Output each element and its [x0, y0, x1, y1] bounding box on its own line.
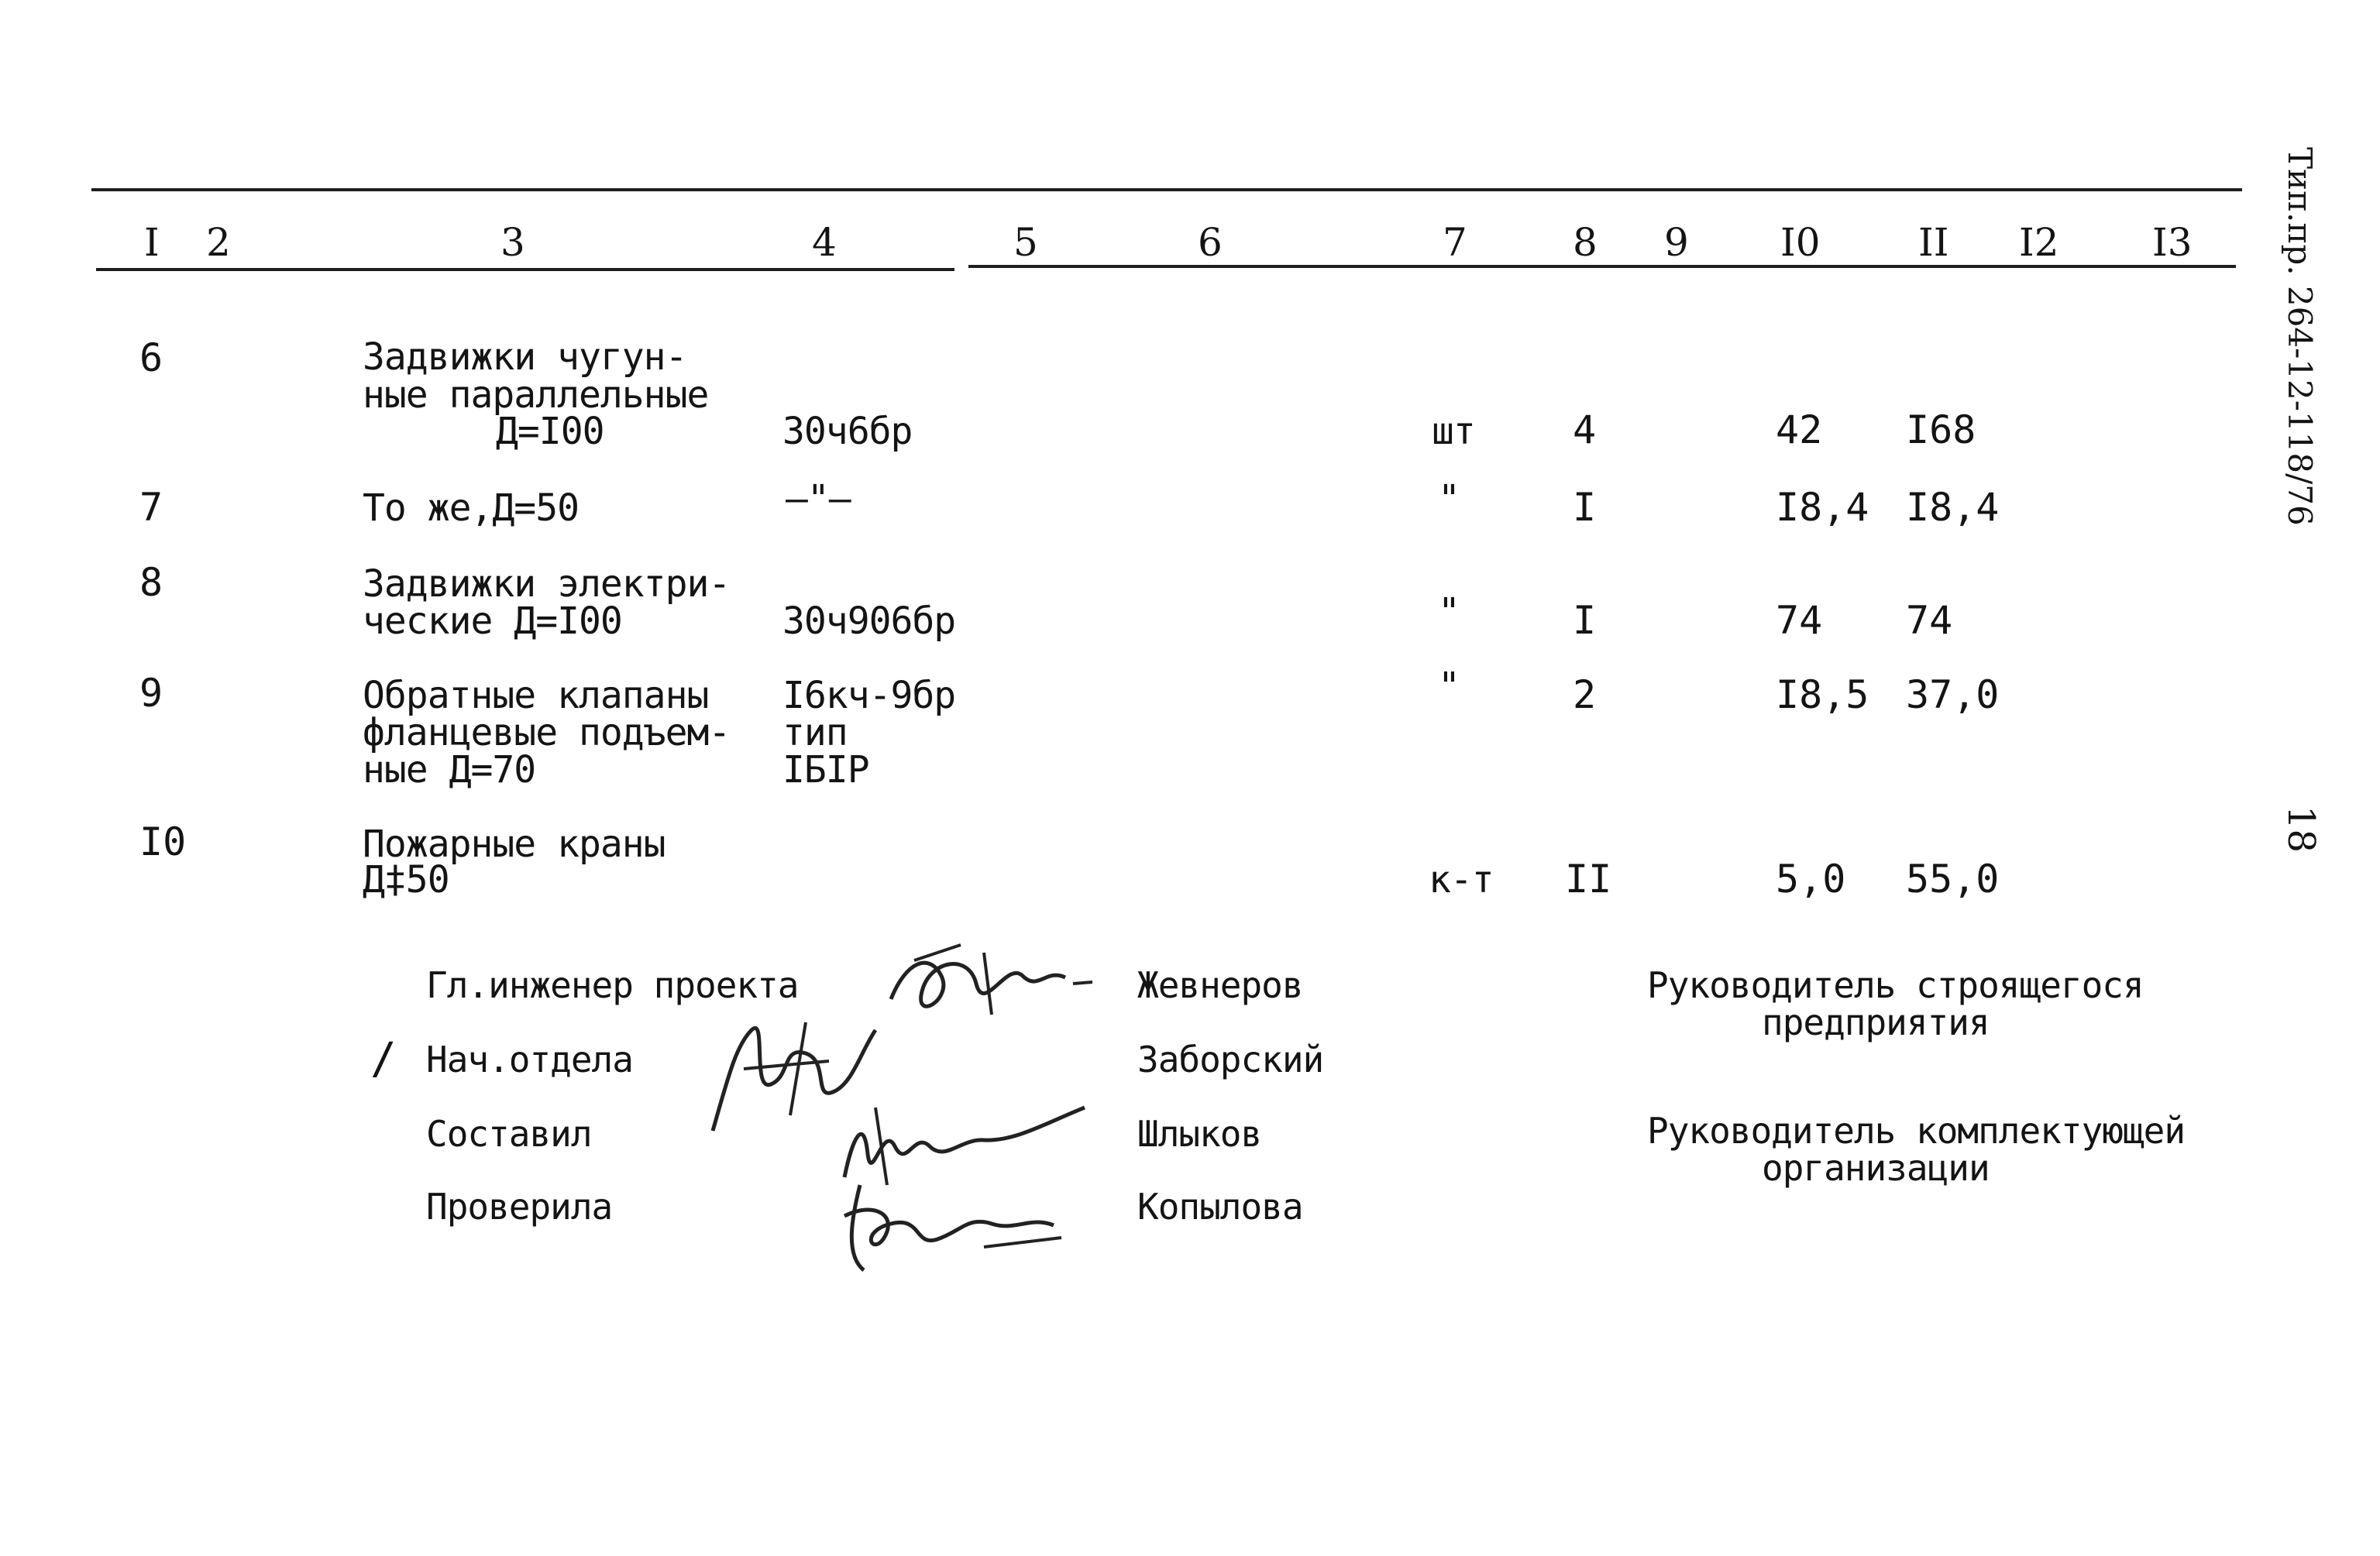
page-number: 18 — [2279, 805, 2323, 854]
signer-name: Шлыков — [1137, 1113, 1262, 1155]
margin-mark: / — [370, 1034, 396, 1084]
row-mark: тип — [782, 711, 848, 754]
column-header: I2 — [2019, 220, 2059, 265]
row-qty: 4 — [1573, 407, 1597, 452]
approval-line: Руководитель комплектующей — [1647, 1110, 2186, 1152]
row-qty: II — [1565, 857, 1612, 902]
row-total: 74 — [1906, 598, 1953, 643]
column-header: I0 — [1780, 220, 1821, 265]
row-name-line: фланцевые подъем- — [363, 711, 731, 754]
row-name-line: Д‡50 — [363, 858, 449, 902]
row-number: I0 — [139, 819, 187, 864]
row-unit: " — [1438, 665, 1460, 708]
signer-name: Жевнеров — [1137, 964, 1303, 1006]
row-unit: " — [1438, 590, 1460, 634]
column-header: 9 — [1664, 220, 1689, 265]
row-price: I8,4 — [1776, 485, 1869, 530]
row-price: 74 — [1776, 598, 1823, 643]
row-name-line: ные Д=70 — [363, 748, 536, 792]
approval-line: предприятия — [1762, 1001, 1990, 1043]
row-mark: 30ч906бр — [782, 599, 956, 643]
row-name-line: ческие Д=I00 — [363, 599, 622, 643]
signer-role: Нач.отдела — [426, 1039, 633, 1080]
header-bottom-rule-left — [96, 268, 954, 271]
row-mark: –"– — [786, 477, 851, 520]
column-header: 3 — [500, 220, 525, 265]
column-header: 6 — [1198, 220, 1223, 265]
column-header: 2 — [206, 220, 231, 265]
row-mark: 30ч6бр — [782, 410, 913, 453]
row-name-line: Обратные клапаны — [363, 674, 709, 717]
row-name-line: Д=I00 — [496, 410, 604, 453]
row-name-line: ные параллельные — [363, 373, 709, 417]
row-qty: I — [1573, 485, 1597, 530]
signer-name: Заборский — [1137, 1039, 1324, 1080]
document-code: Тип.пр. 264-12-118/76 — [2281, 147, 2319, 526]
row-number: 7 — [139, 485, 163, 530]
row-qty: 2 — [1573, 672, 1597, 717]
row-total: 55,0 — [1906, 857, 2000, 902]
column-header: II — [1918, 220, 1949, 265]
row-total: I8,4 — [1906, 485, 2000, 530]
signer-name: Копылова — [1137, 1186, 1303, 1228]
row-price: I8,5 — [1776, 672, 1869, 717]
row-total: I68 — [1906, 407, 1976, 452]
column-header: 5 — [1013, 220, 1038, 265]
column-header: I — [144, 220, 160, 265]
signature-kopylova — [829, 1170, 1077, 1278]
approval-line: Руководитель строящегося — [1647, 964, 2144, 1006]
approval-line: организации — [1762, 1147, 1990, 1189]
signer-role: Гл.инженер проекта — [426, 964, 799, 1006]
row-number: 8 — [139, 560, 163, 605]
row-unit: к-т — [1429, 858, 1494, 902]
row-total: 37,0 — [1906, 672, 2000, 717]
column-header: 7 — [1443, 220, 1467, 265]
row-name-line: Пожарные краны — [363, 823, 666, 866]
row-name-line: То же,Д=50 — [363, 486, 579, 530]
row-price: 5,0 — [1776, 857, 1846, 902]
column-header: 8 — [1573, 220, 1598, 265]
row-number: 6 — [139, 335, 163, 380]
row-qty: I — [1573, 598, 1597, 643]
signer-role: Составил — [426, 1113, 592, 1155]
row-name-line: Задвижки электри- — [363, 562, 731, 606]
row-number: 9 — [139, 671, 163, 716]
row-unit: " — [1438, 477, 1460, 520]
row-mark: I6кч-9бр — [782, 674, 956, 717]
row-name-line: Задвижки чугун- — [363, 335, 687, 379]
column-header: 4 — [812, 220, 837, 265]
top-rule — [91, 188, 2242, 191]
row-mark: IБIР — [782, 748, 869, 792]
header-bottom-rule-right — [968, 265, 2236, 268]
row-unit: шт — [1432, 410, 1475, 453]
row-price: 42 — [1776, 407, 1823, 452]
column-header: I3 — [2152, 220, 2193, 265]
signer-role: Проверила — [426, 1186, 613, 1228]
